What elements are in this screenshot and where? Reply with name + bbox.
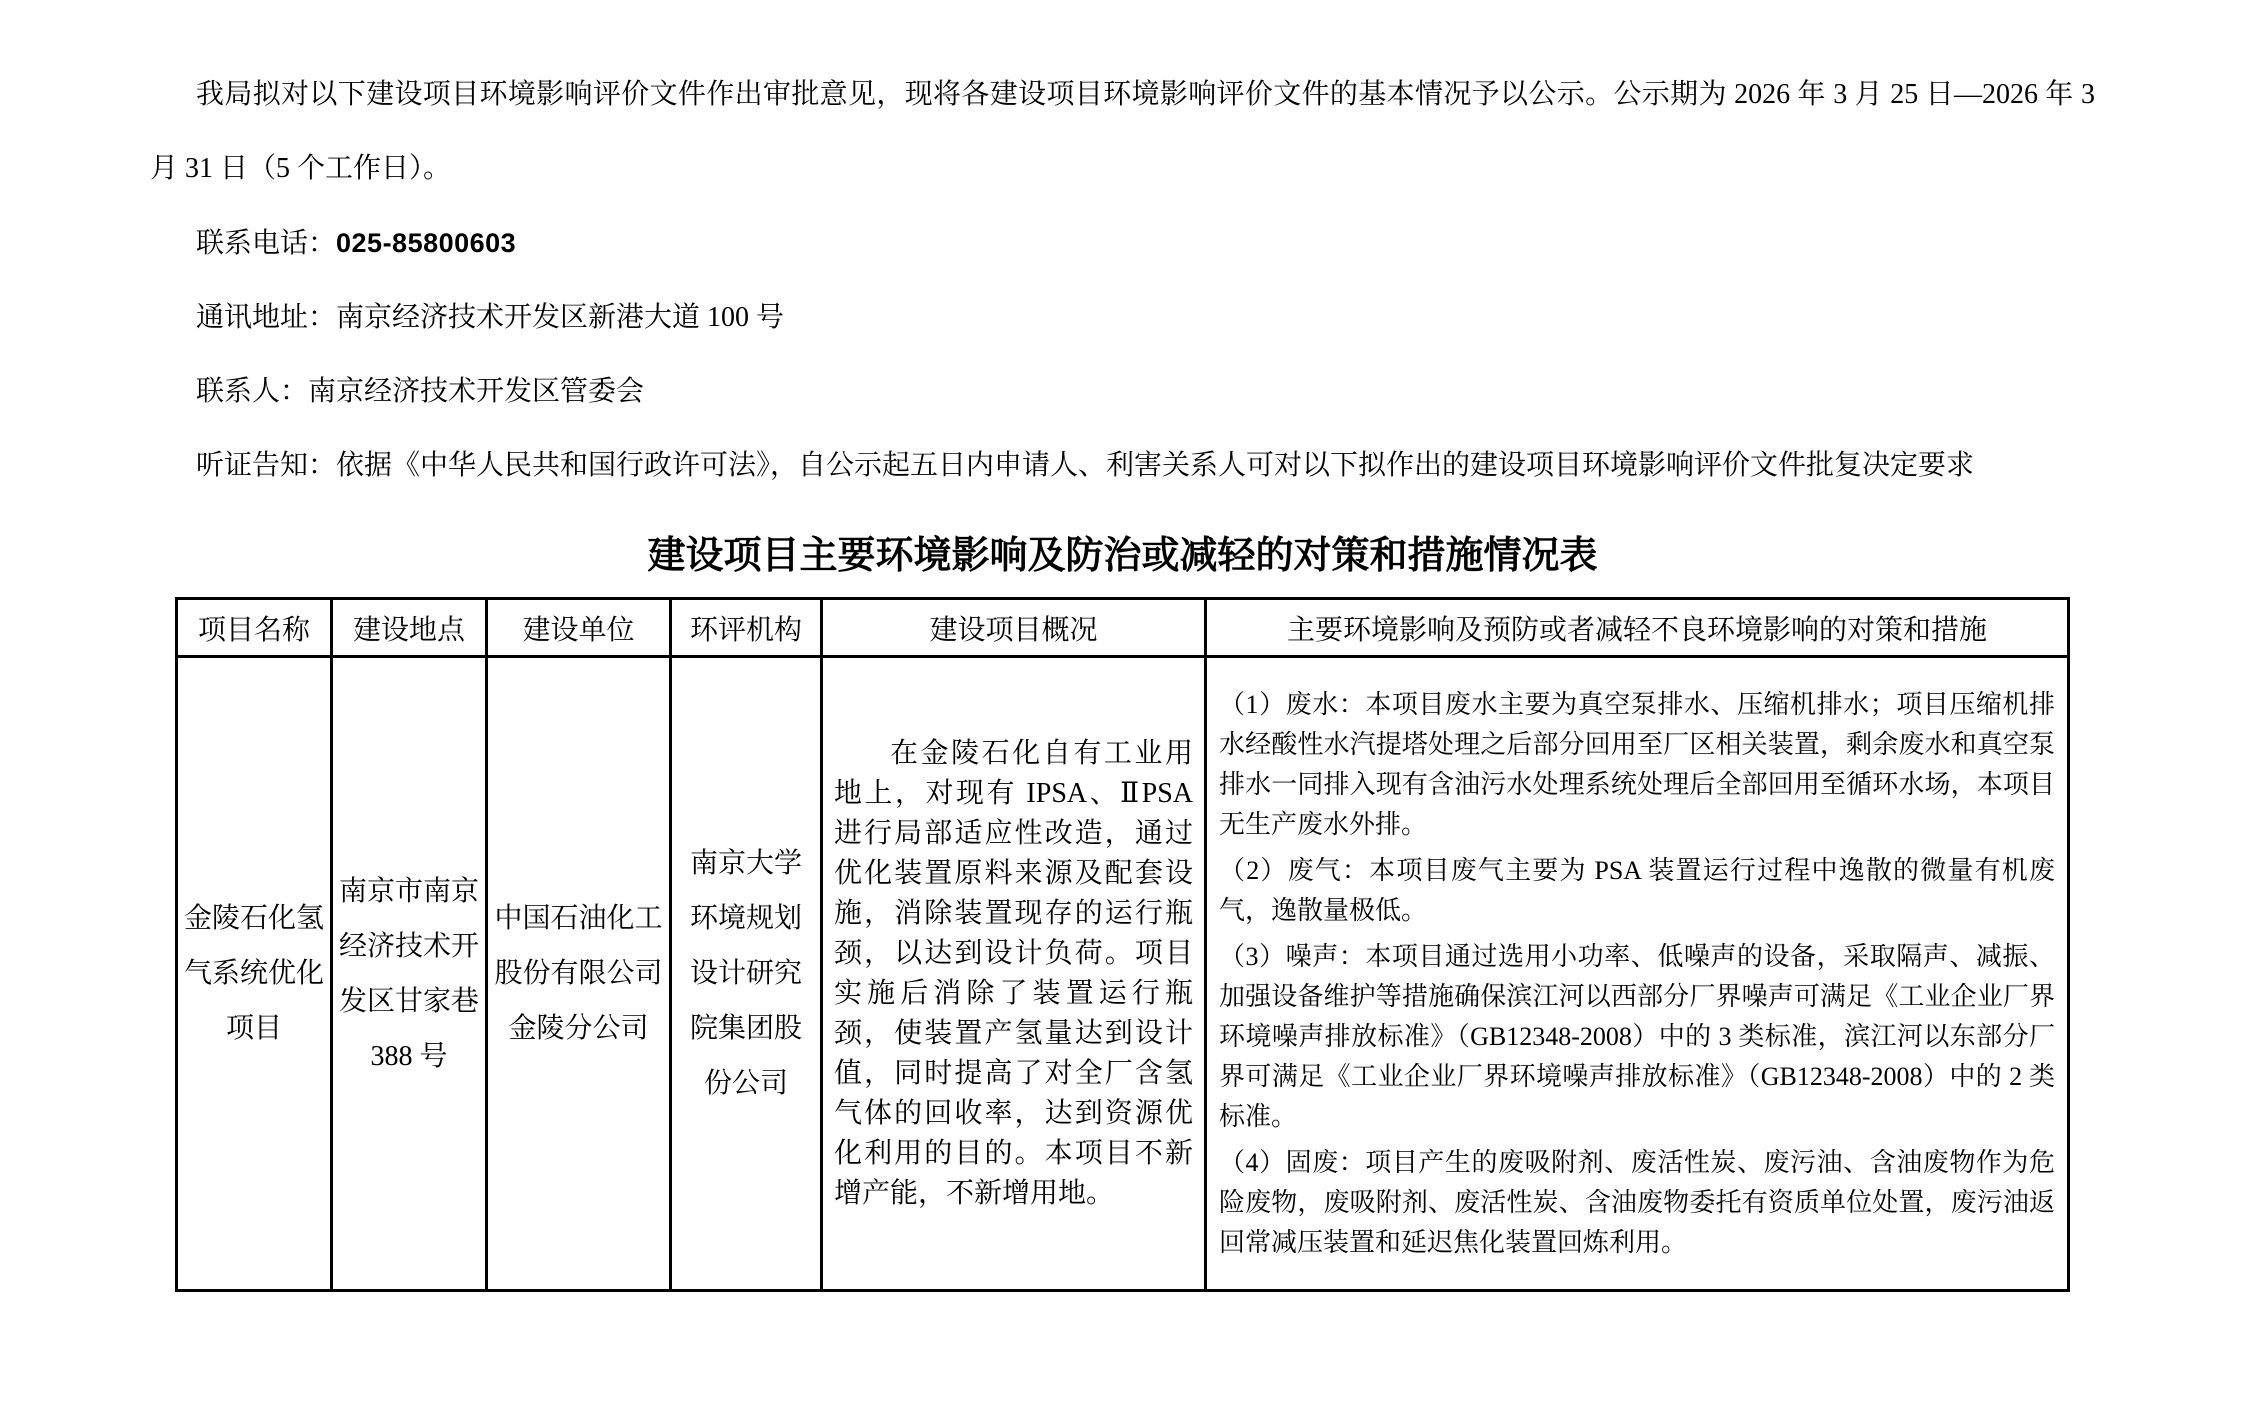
- measure-wastewater: （1）废水：本项目废水主要为真空泵排水、压缩机排水；项目压缩机排水经酸性水汽提塔处理之后部分回用至厂区相关装置，剩余废水和真空泵排水一同排入现有含油污水处理系统处理后全部回用至循环水场，本项目无生产废水外排。: [1219, 689, 2055, 839]
- cell-construction-unit: 中国石油化工股份有限公司金陵分公司: [487, 657, 671, 1291]
- cell-eia-agency: 南京大学环境规划设计研究院集团股份公司: [671, 657, 822, 1291]
- header-eia-agency: 环评机构: [671, 599, 822, 657]
- measure-solid-waste: （4）固废：项目产生的废吸附剂、废活性炭、废污油、含油废物作为危险废物，废吸附剂、废活性炭、含油废物委托有资质单位处置，废污油返回常减压装置和延迟焦化装置回炼利用。: [1219, 1147, 2055, 1257]
- table-header-row: [177, 599, 2069, 657]
- contact-phone-number: 025-85800603: [336, 228, 517, 258]
- cell-location: 南京市南京经济技术开发区甘家巷 388 号: [332, 657, 487, 1291]
- contact-phone-label: 联系电话：: [196, 228, 337, 259]
- table-row: [177, 657, 2069, 1291]
- header-impact-measures: 主要环境影响及预防或者减轻不良环境影响的对策和措施: [1206, 599, 2069, 657]
- header-location: 建设地点: [332, 599, 487, 657]
- contact-person-line: 联系人：南京经济技术开发区管委会: [196, 376, 645, 407]
- cell-project-name: 金陵石化氢气系统优化项目: [177, 657, 332, 1291]
- intro-paragraph: 我局拟对以下建设项目环境影响评价文件作出审批意见，现将各建设项目环境影响评价文件的基本情况予以公示。公示期为 2026 年 3 月 25 日—2026 年 3 月 31 日（5 个工作日）。: [150, 79, 2095, 184]
- hearing-notice-line: 听证告知：依据《中华人民共和国行政许可法》，自公示起五日内申请人、利害关系人可对以下拟作出的建设项目环境影响评价文件批复决定要求: [196, 450, 1975, 481]
- contact-address-line: 通讯地址：南京经济技术开发区新港大道 100 号: [196, 302, 785, 333]
- header-project-name: 项目名称: [177, 599, 332, 657]
- table-title: 建设项目主要环境影响及防治或减轻的对策和措施情况表: [647, 535, 1598, 577]
- document-body: [150, 58, 2095, 581]
- overview-paragraph: 在金陵石化自有工业用地上，对现有 IPSA、ⅡPSA 进行局部适应性改造，通过优化装置原料来源及配套设施，消除装置现存的运行瓶颈，以达到设计负荷。项目实施后消除了装置运行瓶颈，使装置产氢量达到设计值，同时提高了对全厂含氢气体的回收率，达到资源优化利用的目的。本项目不新增产能，不新增用地。: [834, 737, 1193, 1209]
- project-measures-table: [175, 597, 2070, 1292]
- header-construction-unit: 建设单位: [487, 599, 671, 657]
- contact-phone-line: [150, 206, 2095, 281]
- measure-noise: （3）噪声：本项目通过选用小功率、低噪声的设备，采取隔声、减振、加强设备维护等措施确保滨江河以西部分厂界噪声可满足《工业企业厂界环境噪声排放标准》（GB12348-2008）中的 3 类标准，滨江河以东部分厂界可满足《工业企业厂界环境噪声排放标准》（GB12348-2008）中的 2 类标准。: [1219, 941, 2055, 1131]
- cell-impact-measures: [1206, 657, 2069, 1291]
- cell-project-overview: [822, 657, 1206, 1291]
- header-project-overview: 建设项目概况: [822, 599, 1206, 657]
- measure-waste-gas: （2）废气：本项目废气主要为 PSA 装置运行过程中逸散的微量有机废气，逸散量极低。: [1219, 855, 2055, 925]
